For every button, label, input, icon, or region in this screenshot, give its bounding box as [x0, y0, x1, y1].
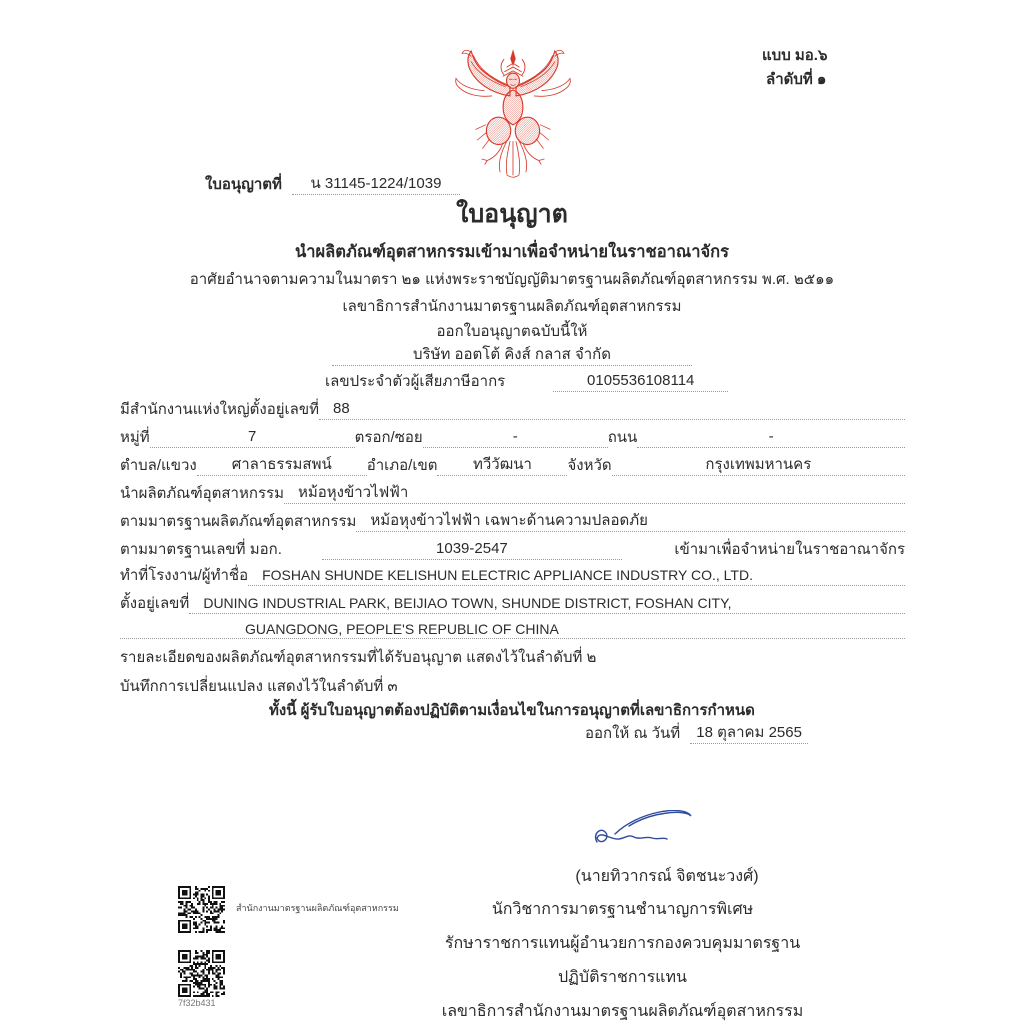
import-note: เข้ามาเพื่อจำหน่ายในราชอาณาจักร — [674, 541, 905, 558]
tax-id-label: เลขประจำตัวผู้เสียภาษีอากร — [325, 373, 506, 390]
license-no-value: น 31145-1224/1039 — [292, 174, 460, 195]
signer-title-1: นักวิชาการมาตรฐานชำนาญการพิเศษ — [491, 901, 754, 918]
product-label: นำผลิตภัณฑ์อุตสาหกรรม — [120, 485, 284, 502]
road-value: - — [637, 427, 905, 448]
road-label: ถนน — [607, 429, 638, 446]
grant-line: ออกใบอนุญาตฉบับนี้ให้ — [436, 323, 588, 340]
form-code: แบบ มอ.๖ — [762, 47, 828, 64]
province-label: จังหวัด — [567, 457, 612, 474]
issue-date-value: 18 ตุลาคม 2565 — [690, 723, 808, 744]
subdistrict-label: ตำบล/แขวง — [120, 457, 197, 474]
subdistrict-value: ศาลาธรรมสพน์ — [197, 455, 367, 476]
product-value: หม้อหุงข้าวไฟฟ้า — [284, 483, 905, 504]
signer-title-4: เลขาธิการสำนักงานมาตรฐานผลิตภัณฑ์อุตสาหกรรม — [441, 1003, 804, 1020]
moo-label: หมู่ที่ — [120, 429, 150, 446]
factory-address-line2: GUANGDONG, PEOPLE'S REPUBLIC OF CHINA — [120, 620, 905, 639]
province-value: กรุงเทพมหานคร — [612, 455, 905, 476]
standard-label: ตามมาตรฐานผลิตภัณฑ์อุตสาหกรรม — [120, 513, 357, 530]
qr-office-label: สำนักงานมาตรฐานผลิตภัณฑ์อุตสาหกรรม — [236, 903, 399, 913]
company-name: บริษัท ออตโต้ คิงส์ กลาส จำกัด — [332, 345, 692, 366]
office-label: มีสำนักงานแห่งใหญ่ตั้งอยู่เลขที่ — [120, 401, 319, 418]
condition-note: ทั้งนี้ ผู้รับใบอนุญาตต้องปฏิบัติตามเงื่อนไขในการอนุญาตที่เลขาธิการกำหนด — [269, 702, 755, 719]
moo-value: 7 — [150, 427, 355, 448]
signer-titles — [440, 897, 805, 1024]
standard-value: หม้อหุงข้าวไฟฟ้า เฉพาะด้านความปลอดภัย — [356, 511, 905, 532]
factory-address-line1: DUNING INDUSTRIAL PARK, BEIJIAO TOWN, SHUNDE DISTRICT, FOSHAN CITY, — [189, 594, 905, 613]
signer-name: (นายทิวากรณ์ จิตชนะวงศ์) — [575, 868, 759, 885]
signer-title-2: รักษาราชการแทนผู้อำนวยการกองควบคุมมาตรฐาน — [444, 935, 801, 952]
tax-id-value: 0105536108114 — [553, 371, 728, 392]
issuer-line: เลขาธิการสำนักงานมาตรฐานผลิตภัณฑ์อุตสาหกรรม — [342, 298, 682, 315]
district-value: ทวีวัฒนา — [437, 455, 567, 476]
office-no-value: 88 — [319, 399, 905, 420]
issue-date-label: ออกให้ ณ วันที่ — [585, 725, 681, 742]
legal-basis-line: อาศัยอำนาจตามความในมาตรา ๒๑ แห่งพระราชบัญญัติมาตรฐานผลิตภัณฑ์อุตสาหกรรม พ.ศ. ๒๕๑๑ — [189, 271, 835, 288]
signer-title-3: ปฏิบัติราชการแทน — [558, 969, 687, 986]
factory-address-label: ตั้งอยู่เลขที่ — [120, 595, 190, 612]
detail-note: รายละเอียดของผลิตภัณฑ์อุตสาหกรรมที่ได้รับอนุญาต แสดงไว้ในลำดับที่ ๒ — [120, 649, 597, 666]
factory-label: ทำที่โรงงาน/ผู้ทำชื่อ — [120, 567, 249, 584]
qr-verification-caption: 7f32b431 — [178, 998, 216, 1008]
soi-value: - — [423, 427, 608, 448]
document-subtitle: นำผลิตภัณฑ์อุตสาหกรรมเข้ามาเพื่อจำหน่ายในราชอาณาจักร — [294, 243, 730, 261]
sequence-number: ลำดับที่ ๑ — [766, 71, 827, 88]
standard-no-value: 1039-2547 — [322, 539, 622, 560]
soi-label: ตรอก/ซอย — [354, 429, 423, 446]
signature-icon — [585, 810, 700, 858]
qr-code-office — [178, 886, 225, 933]
standard-no-label: ตามมาตรฐานเลขที่ มอก. — [120, 541, 282, 558]
document-title: ใบอนุญาต — [456, 200, 568, 228]
change-note: บันทึกการเปลี่ยนแปลง แสดงไว้ในลำดับที่ ๓ — [120, 678, 398, 695]
factory-name-value: FOSHAN SHUNDE KELISHUN ELECTRIC APPLIANCE INDUSTRY CO., LTD. — [248, 566, 905, 585]
district-label: อำเภอ/เขต — [366, 457, 438, 474]
license-no-label: ใบอนุญาตที่ — [205, 176, 282, 193]
qr-code-verification — [178, 950, 225, 997]
